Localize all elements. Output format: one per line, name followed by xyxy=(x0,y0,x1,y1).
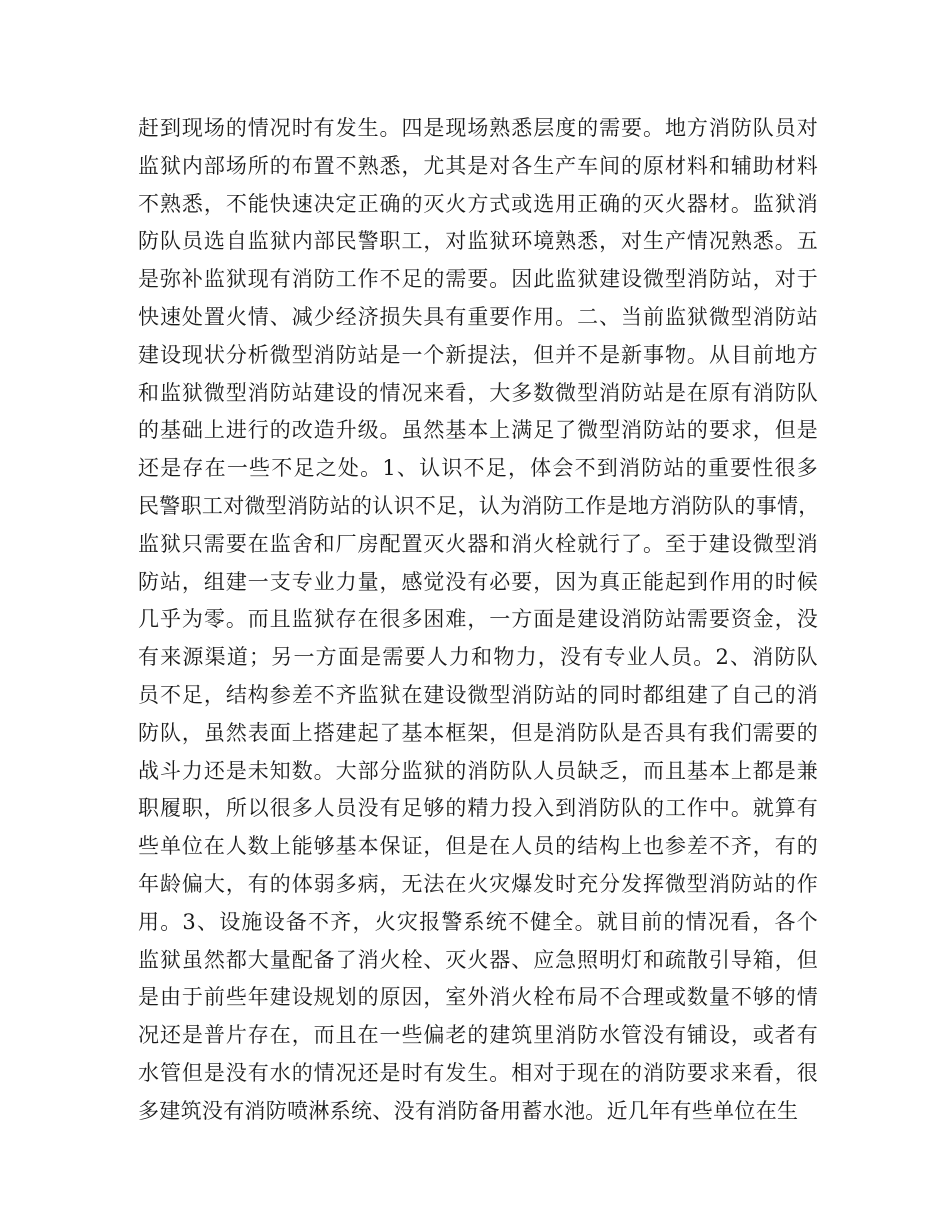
text-line: 用。3、设施设备不齐，火灾报警系统不健全。就目前的情况看，各个 xyxy=(138,909,818,934)
text-line: 监狱只需要在监舍和厂房配置灭火器和消火栓就行了。至于建设微型消 xyxy=(138,531,818,556)
text-line: 是弥补监狱现有消防工作不足的需要。因此监狱建设微型消防站，对于 xyxy=(138,267,818,292)
text-line: 水管但是没有水的情况还是时有发生。相对于现在的消防要求来看，很 xyxy=(138,1060,818,1085)
text-line: 况还是普片存在，而且在一些偏老的建筑里消防水管没有铺设，或者有 xyxy=(138,1023,818,1048)
text-line: 是由于前些年建设规划的原因，室外消火栓布局不合理或数量不够的情 xyxy=(138,985,818,1010)
text-line: 些单位在人数上能够基本保证，但是在人员的结构上也参差不齐，有的 xyxy=(138,834,818,859)
text-line: 监狱内部场所的布置不熟悉，尤其是对各生产车间的原材料和辅助材料 xyxy=(138,153,818,178)
text-line: 快速处置火情、减少经济损失具有重要作用。二、当前监狱微型消防站 xyxy=(138,304,818,329)
text-line: 的基础上进行的改造升级。虽然基本上满足了微型消防站的要求，但是 xyxy=(138,418,818,443)
text-line: 战斗力还是未知数。大部分监狱的消防队人员缺乏，而且基本上都是兼 xyxy=(138,758,818,783)
text-line: 建设现状分析微型消防站是一个新提法，但并不是新事物。从目前地方 xyxy=(138,342,818,367)
text-line: 年龄偏大，有的体弱多病，无法在火灾爆发时充分发挥微型消防站的作 xyxy=(138,871,818,896)
text-line: 有来源渠道；另一方面是需要人力和物力，没有专业人员。2、消防队 xyxy=(138,645,818,670)
text-line: 几乎为零。而且监狱存在很多困难，一方面是建设消防站需要资金，没 xyxy=(138,607,818,632)
text-line: 员不足，结构参差不齐监狱在建设微型消防站的同时都组建了自己的消 xyxy=(138,682,818,707)
text-line: 和监狱微型消防站建设的情况来看，大多数微型消防站是在原有消防队 xyxy=(138,380,818,405)
text-line: 防队，虽然表面上搭建起了基本框架，但是消防队是否具有我们需要的 xyxy=(138,720,818,745)
text-line: 多建筑没有消防喷淋系统、没有消防备用蓄水池。近几年有些单位在生 xyxy=(138,1098,799,1123)
text-line: 职履职，所以很多人员没有足够的精力投入到消防队的工作中。就算有 xyxy=(138,796,818,821)
text-line: 赶到现场的情况时有发生。四是现场熟悉层度的需要。地方消防队员对 xyxy=(138,116,818,140)
body-text xyxy=(138,110,818,1131)
text-line: 民警职工对微型消防站的认识不足，认为消防工作是地方消防队的事情， xyxy=(138,493,820,518)
text-line: 防站，组建一支专业力量，感觉没有必要，因为真正能起到作用的时候 xyxy=(138,569,818,594)
text-line: 防队员选自监狱内部民警职工，对监狱环境熟悉，对生产情况熟悉。五 xyxy=(138,229,818,254)
text-line: 不熟悉，不能快速决定正确的灭火方式或选用正确的灭火器材。监狱消 xyxy=(138,191,818,216)
text-line: 还是存在一些不足之处。1、认识不足，体会不到消防站的重要性很多 xyxy=(138,456,818,481)
text-line: 监狱虽然都大量配备了消火栓、灭火器、应急照明灯和疏散引导箱，但 xyxy=(138,947,818,972)
